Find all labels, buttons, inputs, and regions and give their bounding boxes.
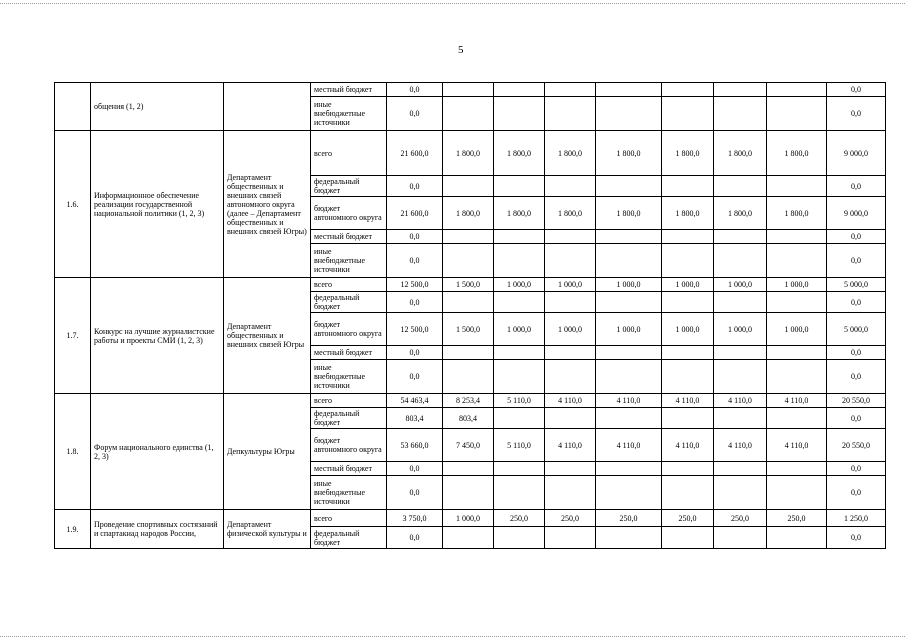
value-cell: 250,0 [767,510,827,527]
item-name: Проведение спортивных состязаний и спартакиад народов России, [91,510,224,549]
item-number: 1.8. [55,394,91,510]
bottom-scan-edge [0,636,905,637]
value-cell [494,292,545,313]
value-cell [767,230,827,244]
value-cell: 250,0 [596,510,662,527]
value-cell [596,97,662,131]
value-cell [443,83,494,97]
table-body [55,83,886,549]
value-cell: 0,0 [387,462,443,476]
value-cell: 1 500,0 [443,278,494,292]
value-cell: 4 110,0 [714,429,767,462]
total-cell: 20 550,0 [827,429,886,462]
value-cell [662,462,714,476]
total-cell: 20 550,0 [827,394,886,408]
value-cell [662,360,714,394]
value-cell [596,83,662,97]
value-cell: 1 000,0 [596,278,662,292]
value-cell: 5 110,0 [494,429,545,462]
value-cell: 4 110,0 [662,429,714,462]
value-cell [714,346,767,360]
item-name: Конкурс на лучшие журналистские работы и проекты СМИ (1, 2, 3) [91,278,224,394]
total-cell: 0,0 [827,346,886,360]
value-cell: 5 110,0 [494,394,545,408]
value-cell [767,292,827,313]
value-cell: 12 500,0 [387,278,443,292]
value-cell [494,346,545,360]
value-cell: 250,0 [662,510,714,527]
value-cell [443,244,494,278]
value-cell [662,408,714,429]
value-cell: 1 800,0 [714,197,767,230]
value-cell [494,176,545,197]
value-cell [443,476,494,510]
value-cell [767,527,827,549]
value-cell: 1 800,0 [545,197,596,230]
value-cell [443,292,494,313]
value-cell [596,462,662,476]
funding-source: местный бюджет [311,83,387,97]
value-cell: 0,0 [387,346,443,360]
value-cell [494,244,545,278]
value-cell: 0,0 [387,292,443,313]
value-cell [596,346,662,360]
value-cell: 1 000,0 [767,278,827,292]
value-cell [596,292,662,313]
value-cell [714,408,767,429]
value-cell: 1 800,0 [596,197,662,230]
value-cell: 4 110,0 [767,394,827,408]
value-cell: 0,0 [387,244,443,278]
value-cell [596,476,662,510]
value-cell: 1 800,0 [662,197,714,230]
value-cell [714,527,767,549]
value-cell: 0,0 [387,360,443,394]
value-cell [443,97,494,131]
value-cell: 3 750,0 [387,510,443,527]
value-cell: 1 000,0 [494,278,545,292]
value-cell [767,346,827,360]
value-cell [494,408,545,429]
value-cell: 1 800,0 [494,197,545,230]
total-cell: 0,0 [827,176,886,197]
value-cell [545,244,596,278]
value-cell [545,97,596,131]
value-cell: 250,0 [494,510,545,527]
value-cell: 1 500,0 [443,313,494,346]
table-row [55,131,886,176]
value-cell: 4 110,0 [662,394,714,408]
value-cell [662,83,714,97]
value-cell: 1 800,0 [662,131,714,176]
funding-source: всего [311,510,387,527]
item-number: 1.6. [55,131,91,278]
value-cell [494,476,545,510]
total-cell: 5 000,0 [827,313,886,346]
value-cell [596,408,662,429]
funding-source: иные внебюджетные источники [311,244,387,278]
value-cell [714,462,767,476]
item-executor: Департамент общественных и внешних связей Югры [224,278,311,394]
funding-source: всего [311,131,387,176]
value-cell: 803,4 [387,408,443,429]
funding-source: местный бюджет [311,230,387,244]
value-cell [443,462,494,476]
table-row [55,394,886,408]
value-cell [662,176,714,197]
funding-source: бюджет автономного округа [311,429,387,462]
value-cell: 1 000,0 [662,313,714,346]
value-cell [545,292,596,313]
value-cell [662,244,714,278]
funding-source: федеральный бюджет [311,408,387,429]
value-cell [545,176,596,197]
value-cell [767,244,827,278]
value-cell [596,176,662,197]
value-cell [545,476,596,510]
value-cell [662,230,714,244]
value-cell: 21 600,0 [387,131,443,176]
value-cell: 1 800,0 [494,131,545,176]
total-cell: 0,0 [827,462,886,476]
value-cell [714,476,767,510]
value-cell: 250,0 [545,510,596,527]
value-cell [714,83,767,97]
value-cell: 4 110,0 [596,394,662,408]
value-cell: 1 000,0 [714,278,767,292]
value-cell [714,97,767,131]
value-cell [494,462,545,476]
total-cell: 0,0 [827,408,886,429]
item-executor: Департамент физической культуры и [224,510,311,549]
value-cell [545,527,596,549]
item-executor: Депкультуры Югры [224,394,311,510]
value-cell [494,83,545,97]
total-cell: 0,0 [827,83,886,97]
item-name: Информационное обеспечение реализации государственной национальной политики (1, 2, 3) [91,131,224,278]
item-number: 1.7. [55,278,91,394]
total-cell: 5 000,0 [827,278,886,292]
value-cell: 1 800,0 [443,131,494,176]
value-cell: 0,0 [387,230,443,244]
value-cell [443,176,494,197]
item-number: 1.9. [55,510,91,549]
value-cell: 8 253,4 [443,394,494,408]
total-cell: 0,0 [827,360,886,394]
value-cell [443,527,494,549]
total-cell: 1 250,0 [827,510,886,527]
value-cell [596,527,662,549]
value-cell [596,230,662,244]
funding-table [54,82,886,549]
value-cell [545,408,596,429]
item-name: общения (1, 2) [91,83,224,131]
value-cell: 803,4 [443,408,494,429]
value-cell: 0,0 [387,97,443,131]
value-cell: 12 500,0 [387,313,443,346]
value-cell: 1 000,0 [494,313,545,346]
value-cell: 4 110,0 [714,394,767,408]
value-cell: 1 000,0 [714,313,767,346]
value-cell [662,527,714,549]
value-cell: 1 800,0 [767,131,827,176]
value-cell [767,97,827,131]
total-cell: 0,0 [827,230,886,244]
value-cell [767,176,827,197]
total-cell: 0,0 [827,527,886,549]
value-cell: 0,0 [387,527,443,549]
table-row [55,278,886,292]
value-cell [443,230,494,244]
value-cell: 1 000,0 [596,313,662,346]
value-cell [494,230,545,244]
value-cell [662,346,714,360]
value-cell: 4 110,0 [767,429,827,462]
value-cell [596,244,662,278]
value-cell [545,360,596,394]
value-cell [767,83,827,97]
value-cell [767,476,827,510]
value-cell: 1 000,0 [443,510,494,527]
table-row [55,83,886,97]
value-cell: 250,0 [714,510,767,527]
item-name: Форум национального единства (1, 2, 3) [91,394,224,510]
total-cell: 0,0 [827,292,886,313]
value-cell [767,462,827,476]
value-cell: 53 660,0 [387,429,443,462]
value-cell: 1 800,0 [596,131,662,176]
value-cell [662,476,714,510]
value-cell [714,360,767,394]
value-cell [714,244,767,278]
value-cell: 1 000,0 [662,278,714,292]
value-cell [714,176,767,197]
funding-source: бюджет автономного округа [311,313,387,346]
value-cell [545,462,596,476]
value-cell: 21 600,0 [387,197,443,230]
value-cell [714,292,767,313]
value-cell: 4 110,0 [545,394,596,408]
funding-source: местный бюджет [311,462,387,476]
funding-source: федеральный бюджет [311,176,387,197]
value-cell [494,97,545,131]
value-cell [767,360,827,394]
value-cell: 7 450,0 [443,429,494,462]
value-cell [714,230,767,244]
funding-source: федеральный бюджет [311,292,387,313]
value-cell [545,230,596,244]
value-cell: 0,0 [387,83,443,97]
value-cell [494,527,545,549]
table-row [55,510,886,527]
funding-source: иные внебюджетные источники [311,360,387,394]
value-cell [545,346,596,360]
value-cell [443,346,494,360]
top-scan-edge [0,3,905,4]
value-cell: 1 000,0 [767,313,827,346]
value-cell [662,97,714,131]
total-cell: 0,0 [827,97,886,131]
value-cell: 1 000,0 [545,278,596,292]
total-cell: 0,0 [827,244,886,278]
value-cell [662,292,714,313]
value-cell: 1 800,0 [443,197,494,230]
total-cell: 9 000,0 [827,197,886,230]
value-cell: 1 000,0 [545,313,596,346]
funding-source: всего [311,278,387,292]
funding-source: федеральный бюджет [311,527,387,549]
value-cell: 1 800,0 [714,131,767,176]
item-number [55,83,91,131]
value-cell: 54 463,4 [387,394,443,408]
value-cell: 1 800,0 [767,197,827,230]
page-number: 5 [458,44,464,56]
value-cell: 0,0 [387,176,443,197]
funding-source: иные внебюджетные источники [311,97,387,131]
value-cell [767,408,827,429]
item-executor [224,83,311,131]
value-cell [545,83,596,97]
funding-source: иные внебюджетные источники [311,476,387,510]
value-cell [494,360,545,394]
total-cell: 9 000,0 [827,131,886,176]
value-cell: 1 800,0 [545,131,596,176]
item-executor: Департамент общественных и внешних связей автономного округа (далее – Департамент общественных и внешних связей Югры) [224,131,311,278]
total-cell: 0,0 [827,476,886,510]
value-cell: 0,0 [387,476,443,510]
funding-source: местный бюджет [311,346,387,360]
funding-source: всего [311,394,387,408]
value-cell: 4 110,0 [545,429,596,462]
funding-source: бюджет автономного округа [311,197,387,230]
value-cell [443,360,494,394]
value-cell: 4 110,0 [596,429,662,462]
value-cell [596,360,662,394]
